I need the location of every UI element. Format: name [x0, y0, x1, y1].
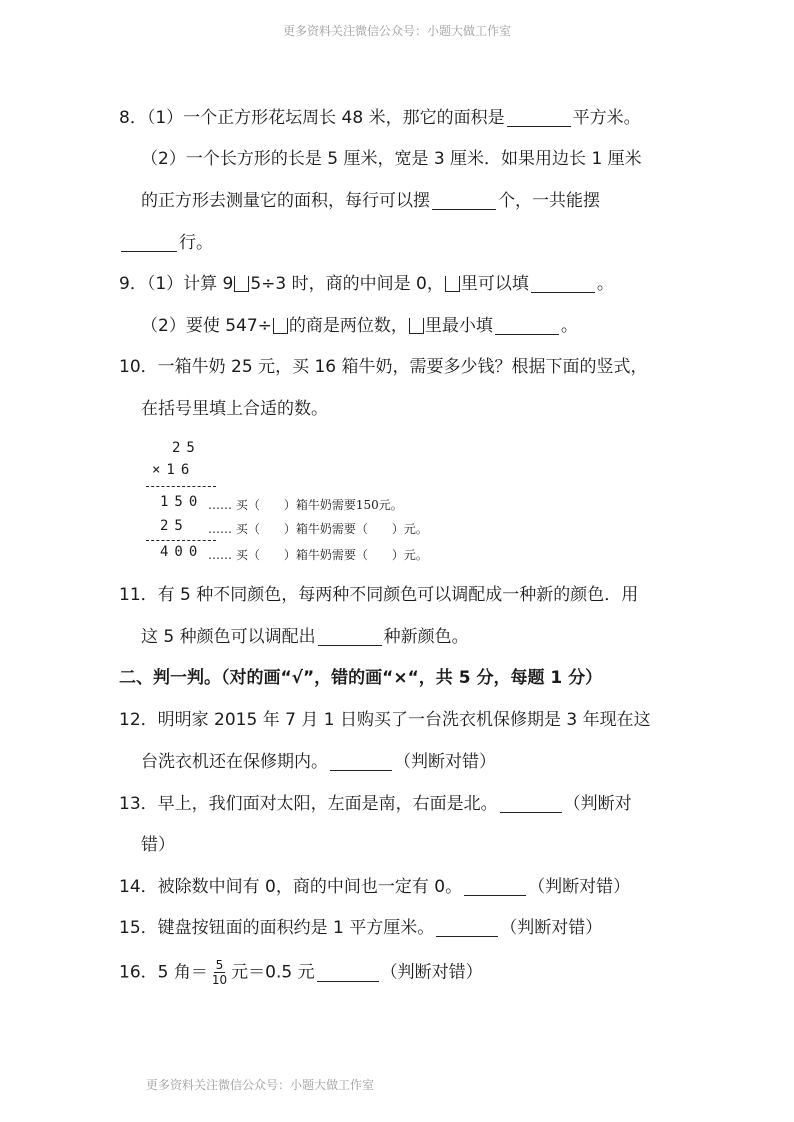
q9-part2-end: 。 [560, 316, 578, 336]
q15-hint: （判断对错） [500, 918, 603, 938]
q16-hint: （判断对错） [380, 962, 483, 983]
q8-part2-text3: 行。 [179, 233, 213, 253]
q10-line2: 在括号里填上合适的数。 [141, 399, 328, 419]
answer-blank[interactable] [436, 918, 498, 937]
q8-part2-line1: （2）一个长方形的长是 5 厘米，宽是 3 厘米．如果用边长 1 厘米 [141, 149, 642, 169]
q9-part1-text3: 里可以填 [460, 274, 529, 294]
q8-part2-text: 的正方形去测量它的面积，每行可以摆 [141, 191, 430, 211]
calc-partial2: 25 [160, 518, 189, 534]
q8-part1-text: 8．（1）一个正方形花坛周长 48 米，那它的面积是 [119, 108, 505, 128]
q9-part2 [141, 314, 578, 338]
q12-line1: 12．明明家 2015 年 7 月 1 日购买了一台洗衣机保修期是 3 年现在这 [119, 710, 651, 730]
digit-box [234, 276, 249, 292]
q11-line2 [141, 625, 469, 649]
answer-blank[interactable] [432, 191, 496, 210]
q10-line1: 10．一箱牛奶 25 元，买 16 箱牛奶，需要多少钱？根据下面的竖式， [119, 357, 648, 377]
q15-line [119, 916, 602, 940]
q15-text: 15．键盘按钮面的面积约是 1 平方厘米。 [119, 918, 435, 938]
q8-part2-line2 [141, 189, 600, 213]
q13-text: 13．早上，我们面对太阳，左面是南，右面是北。 [119, 794, 498, 814]
fraction-denominator: 10 [211, 973, 228, 987]
q13-line2: 错） [141, 835, 175, 855]
q9-part2-text3: 里最小填 [424, 316, 493, 336]
fraction-numerator: 5 [215, 958, 224, 972]
q12-line2 [141, 750, 496, 774]
q13-hint: （判断对 [563, 794, 632, 814]
section-title: 二、判一判。（对的画“√”，错的画“×“，共 5 分，每题 1 分） [119, 668, 603, 688]
q8-part1 [119, 106, 641, 130]
digit-box [273, 318, 288, 334]
answer-blank[interactable] [495, 316, 559, 335]
watermark-top: 更多资料关注微信公众号：小题大做工作室 [282, 24, 511, 38]
answer-blank[interactable] [500, 794, 562, 813]
fraction [210, 958, 229, 987]
vertical-multiplication [142, 440, 462, 570]
q16-text: 16．5 角＝ [119, 962, 208, 983]
answer-blank[interactable] [318, 627, 382, 646]
digit-box [409, 318, 424, 334]
answer-blank[interactable] [464, 877, 526, 896]
calc-result: 400 [160, 544, 204, 560]
q9-part1 [119, 272, 614, 296]
answer-blank[interactable] [531, 274, 595, 293]
q8-part1-unit: 平方米。 [572, 108, 641, 128]
calc-multiplier: ×16 [152, 462, 196, 478]
q9-part1-text2: 5÷3 时，商的中间是 0， [250, 274, 444, 294]
q13-line1 [119, 792, 632, 816]
calc-multiplicand: 25 [172, 440, 201, 456]
q11-line1: 11．有 5 种不同颜色，每两种不同颜色可以调配成一种新的颜色．用 [119, 585, 639, 605]
q14-hint: （判断对错） [528, 877, 631, 897]
q11-text: 这 5 种颜色可以调配出 [141, 627, 316, 647]
q9-part1-end: 。 [596, 274, 614, 294]
q9-part2-text2: 的商是两位数， [288, 316, 408, 336]
q14-text: 14．被除数中间有 0，商的中间也一定有 0。 [119, 877, 463, 897]
answer-blank[interactable] [317, 963, 379, 982]
calc-note3: …… 买（ ）箱牛奶需要（ ）元。 [208, 548, 428, 562]
calc-rule [146, 486, 216, 487]
q12-hint: （判断对错） [394, 752, 496, 772]
digit-box [445, 276, 460, 292]
calc-note2: …… 买（ ）箱牛奶需要（ ）元。 [208, 522, 428, 536]
q14-line [119, 875, 630, 899]
q12-text: 台洗衣机还在保修期内。 [141, 752, 328, 772]
q11-text2: 种新颜色。 [383, 627, 469, 647]
q16-text2: 元＝0.5 元 [231, 962, 315, 983]
calc-note1: …… 买（ ）箱牛奶需要150元。 [208, 498, 403, 512]
answer-blank[interactable] [121, 233, 177, 252]
q16-line [119, 958, 483, 987]
calc-partial1: 150 [160, 494, 204, 510]
answer-blank[interactable] [330, 752, 392, 771]
q9-part1-text: 9．（1）计算 9 [119, 274, 234, 294]
watermark-bottom: 更多资料关注微信公众号：小题大做工作室 [146, 1078, 375, 1092]
q8-part2-line3 [119, 231, 213, 255]
calc-rule [146, 540, 216, 541]
q9-part2-text: （2）要使 547÷ [141, 316, 272, 336]
answer-blank[interactable] [507, 108, 571, 127]
q8-part2-text2: 个，一共能摆 [498, 191, 600, 211]
